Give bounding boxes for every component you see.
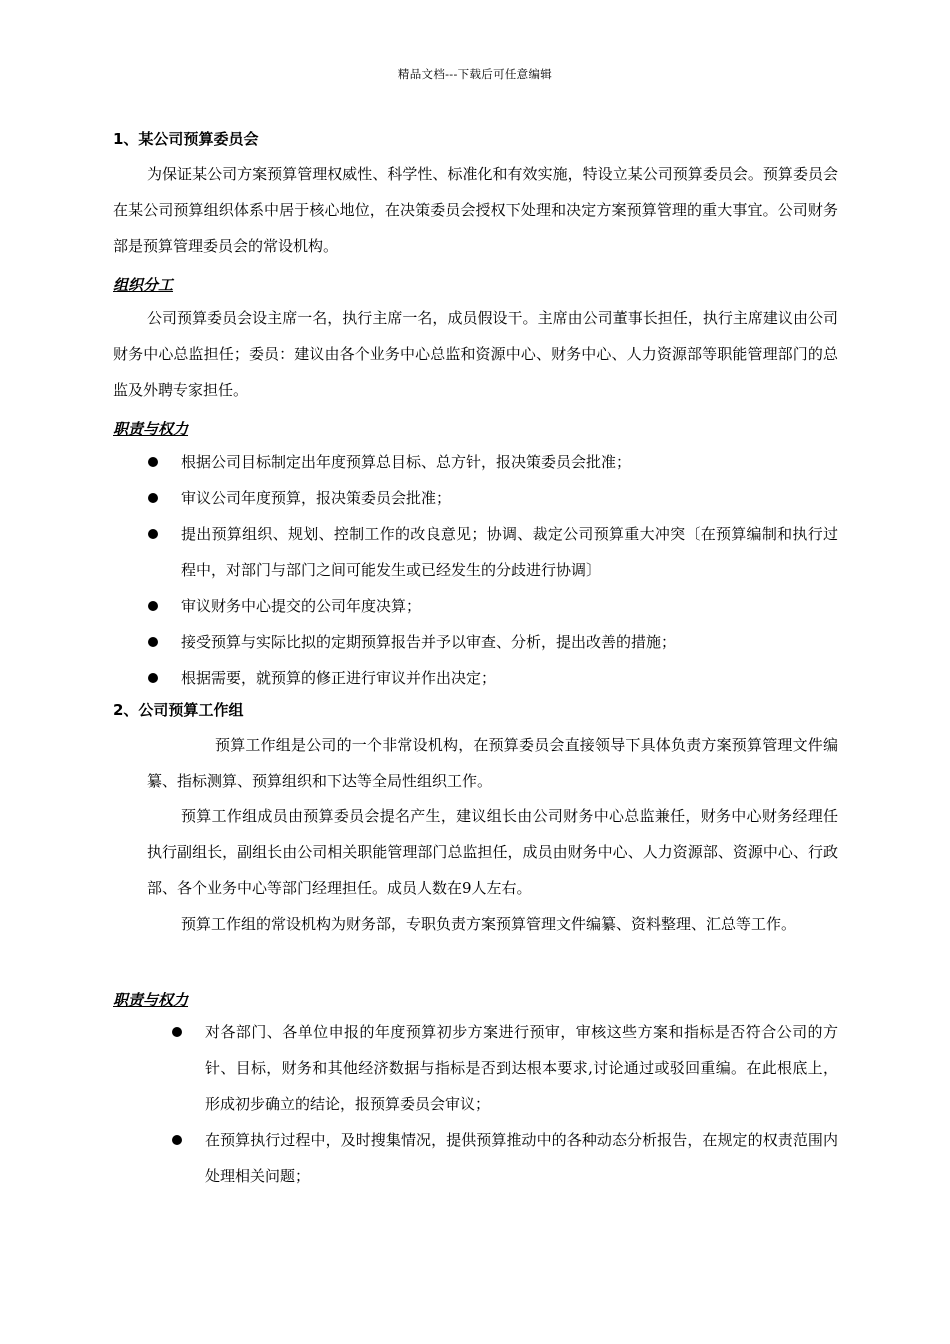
bullet-icon [172, 1027, 182, 1037]
bullet-icon [148, 673, 158, 683]
bullet-icon [148, 457, 158, 467]
list-item: 提出预算组织、规划、控制工作的改良意见；协调、裁定公司预算重大冲突〔在预算编制和执行过程中，对部门与部门之间可能发生或已经发生的分歧进行协调〕 [181, 516, 838, 588]
list-item: 审议公司年度预算，报决策委员会批准； [181, 480, 838, 516]
list-item: 根据公司目标制定出年度预算总目标、总方针，报决策委员会批准； [181, 444, 838, 480]
section-2-paragraph-2: 预算工作组成员由预算委员会提名产生，建议组长由公司财务中心总监兼任，财务中心财务经理任执行副组长，副组长由公司相关职能管理部门总监担任，成员由财务中心、人力资源部、资源中心、行政部、各个业务中心等部门经理担任。成员人数在9人左右。 [147, 807, 838, 897]
list-item: 审议财务中心提交的公司年度决算； [181, 588, 838, 624]
org-division-text: 公司预算委员会设主席一名，执行主席一名，成员假设干。主席由公司董事长担任，执行主席建议由公司财务中心总监担任；委员：建议由各个业务中心总监和资源中心、财务中心、人力资源部等职能管理部门的总监及外聘专家担任。 [113, 309, 838, 399]
duties-list-2 [205, 1014, 838, 1194]
list-item: 在预算执行过程中，及时搜集情况，提供预算推动中的各种动态分析报告，在规定的权责范围内处理相关问题； [205, 1122, 838, 1194]
duties-heading-2: 职责与权力 [113, 991, 189, 1009]
bullet-icon [148, 529, 158, 539]
section-2-paragraph-1: 预算工作组是公司的一个非常设机构，在预算委员会直接领导下具体负责方案预算管理文件编纂、指标测算、预算组织和下达等全局性组织工作。 [147, 736, 838, 790]
bullet-icon [148, 637, 158, 647]
section-2-paragraph-3: 预算工作组的常设机构为财务部，专职负责方案预算管理文件编纂、资料整理、汇总等工作。 [181, 915, 797, 933]
header-note: 精品文档---下载后可任意编辑 [397, 67, 553, 81]
list-item: 对各部门、各单位申报的年度预算初步方案进行预审，审核这些方案和指标是否符合公司的方针、目标，财务和其他经济数据与指标是否到达根本要求,讨论通过或驳回重编。在此根底上，形成初步确立的结论，报预算委员会审议； [205, 1014, 838, 1122]
org-division-heading: 组织分工 [113, 276, 174, 294]
section-1-intro: 为保证某公司方案预算管理权威性、科学性、标准化和有效实施，特设立某公司预算委员会。预算委员会在某公司预算组织体系中居于核心地位，在决策委员会授权下处理和决定方案预算管理的重大事宜。公司财务部是预算管理委员会的常设机构。 [113, 165, 838, 255]
section-1-title: 1、某公司预算委员会 [113, 130, 259, 148]
list-item: 接受预算与实际比拟的定期预算报告并予以审查、分析，提出改善的措施； [181, 624, 838, 660]
list-item: 根据需要，就预算的修正进行审议并作出决定； [181, 660, 838, 696]
bullet-icon [172, 1135, 182, 1145]
bullet-icon [148, 493, 158, 503]
duties-heading-1: 职责与权力 [113, 420, 189, 438]
bullet-icon [148, 601, 158, 611]
duties-list-1 [181, 444, 838, 696]
section-2-title: 2、公司预算工作组 [113, 701, 244, 719]
